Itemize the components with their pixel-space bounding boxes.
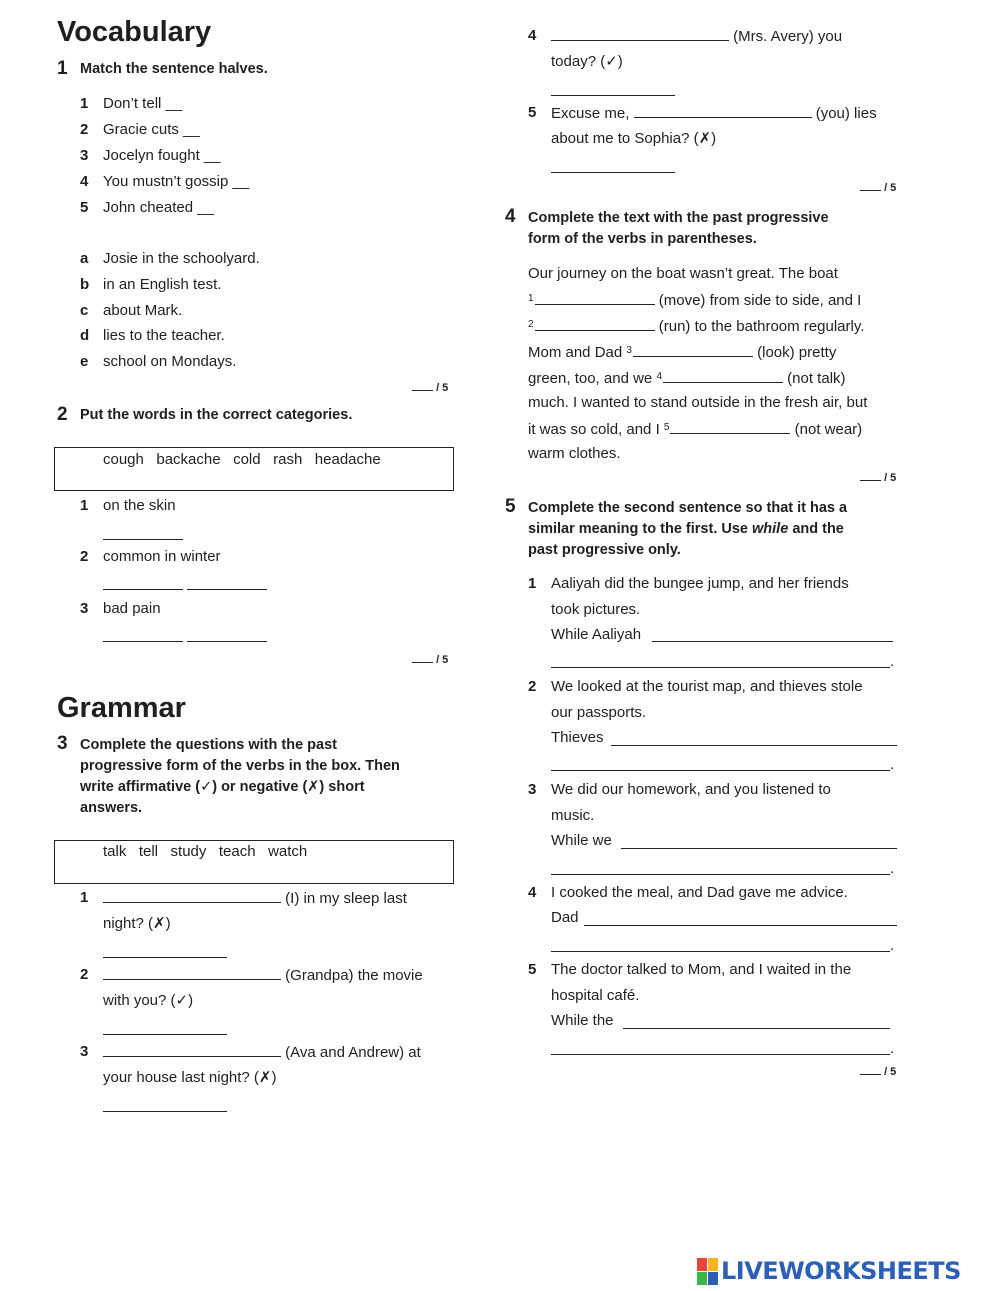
- item-number: 4: [528, 884, 537, 901]
- match-option: Josie in the schoolyard.: [103, 250, 260, 267]
- short-answer-blank[interactable]: [103, 1111, 227, 1112]
- answer-blank[interactable]: [103, 966, 281, 980]
- match-item[interactable]: John cheated __: [103, 199, 214, 216]
- word-box-words: cough backache cold rash headache: [103, 451, 381, 468]
- end-dot: .: [890, 756, 895, 773]
- sentence-start: While we: [551, 832, 612, 849]
- sentence-line: took pictures.: [551, 601, 641, 618]
- item-number: 5: [528, 104, 537, 121]
- end-dot: .: [890, 653, 895, 670]
- rewrite-blank[interactable]: [551, 951, 890, 952]
- sentence-start: While Aaliyah: [551, 626, 642, 643]
- word-box: [54, 840, 454, 884]
- end-dot: .: [890, 1040, 895, 1057]
- item-number: 4: [80, 173, 89, 190]
- item-number: 1: [80, 889, 89, 906]
- answer-blank[interactable]: [551, 27, 729, 41]
- match-item[interactable]: Jocelyn fought __: [103, 147, 221, 164]
- item-number: 3: [528, 781, 537, 798]
- item-number: 3: [80, 600, 89, 617]
- sentence-start: Thieves: [551, 729, 604, 746]
- item-number: 2: [80, 548, 89, 565]
- sentence-line: We did our homework, and you listened to: [551, 781, 831, 798]
- section-title-grammar: Grammar: [57, 692, 186, 724]
- exercise-instruction: Complete the second sentence so that it has a similar meaning to the first. Use while and the past progressive only.: [528, 500, 848, 558]
- score-box: / 5: [860, 180, 896, 194]
- logo-blocks-icon: [697, 1258, 718, 1285]
- match-item[interactable]: Don’t tell __: [103, 95, 183, 112]
- question-line: (Grandpa) the movie: [103, 966, 423, 985]
- score-box: / 5: [860, 1064, 896, 1078]
- item-number: 4: [528, 27, 537, 44]
- gap-blank[interactable]: [670, 420, 790, 434]
- exercise-instruction: Put the words in the correct categories.: [80, 407, 353, 423]
- category-label: bad pain: [103, 600, 161, 617]
- exercise-number: 2: [57, 404, 68, 425]
- section-title-vocabulary: Vocabulary: [57, 16, 212, 48]
- option-letter: a: [80, 250, 89, 267]
- exercise-number: 3: [57, 733, 68, 754]
- sentence-start: Dad: [551, 909, 579, 926]
- item-number: 2: [80, 121, 89, 138]
- sentence-start: While the: [551, 1012, 614, 1029]
- gap-blank[interactable]: [633, 343, 753, 357]
- question-line: night? (✗): [103, 915, 171, 932]
- word-box-words: talk tell study teach watch: [103, 843, 308, 860]
- category-label: common in winter: [103, 548, 221, 565]
- question-line: (Mrs. Avery) you: [551, 27, 842, 46]
- rewrite-blank[interactable]: [551, 1054, 890, 1055]
- match-option: school on Mondays.: [103, 353, 237, 370]
- option-letter: c: [80, 302, 89, 319]
- item-number: 1: [80, 95, 89, 112]
- word-box: [54, 447, 454, 491]
- item-number: 5: [528, 961, 537, 978]
- rewrite-blank[interactable]: [652, 641, 893, 642]
- short-answer-blank[interactable]: [103, 957, 227, 958]
- score-box: / 5: [412, 380, 448, 394]
- answer-blank[interactable]: [103, 641, 183, 642]
- sentence-line: The doctor talked to Mom, and I waited in the: [551, 961, 852, 978]
- answer-blank[interactable]: [634, 104, 812, 118]
- exercise-number: 4: [505, 206, 516, 227]
- exercise-instruction: Complete the questions with the past progressive form of the verbs in the box. Then write affirmative (✓) or negative (✗) short answers.: [80, 737, 400, 816]
- item-number: 2: [528, 678, 537, 695]
- option-letter: e: [80, 353, 89, 370]
- sentence-line: hospital café.: [551, 987, 640, 1004]
- rewrite-blank[interactable]: [621, 848, 897, 849]
- answer-blank[interactable]: [103, 589, 183, 590]
- item-number: 2: [80, 966, 89, 983]
- question-line: Excuse me, (you) lies: [551, 105, 877, 122]
- short-answer-blank[interactable]: [551, 95, 675, 96]
- short-answer-blank[interactable]: [103, 1034, 227, 1035]
- match-item[interactable]: Gracie cuts __: [103, 121, 200, 138]
- match-item[interactable]: You mustn’t gossip __: [103, 173, 250, 190]
- match-option: about Mark.: [103, 302, 183, 319]
- short-answer-blank[interactable]: [551, 172, 675, 173]
- sentence-line: our passports.: [551, 704, 647, 721]
- match-option: lies to the teacher.: [103, 327, 225, 344]
- rewrite-blank[interactable]: [584, 925, 897, 926]
- item-number: 1: [528, 575, 537, 592]
- item-number: 3: [80, 1043, 89, 1060]
- question-line: (Ava and Andrew) at: [103, 1043, 421, 1062]
- logo-text: LIVEWORKSHEETS: [721, 1257, 961, 1285]
- answer-blank[interactable]: [103, 889, 281, 903]
- gap-blank[interactable]: [535, 291, 655, 305]
- rewrite-blank[interactable]: [551, 874, 890, 875]
- question-line: (I) in my sleep last: [103, 889, 407, 908]
- end-dot: .: [890, 860, 895, 877]
- item-number: 1: [80, 497, 89, 514]
- rewrite-blank[interactable]: [551, 770, 890, 771]
- sentence-line: music.: [551, 807, 595, 824]
- option-letter: d: [80, 327, 90, 344]
- item-number: 5: [80, 199, 89, 216]
- option-letter: b: [80, 276, 90, 293]
- exercise-number: 1: [57, 58, 68, 79]
- answer-blank[interactable]: [187, 641, 267, 642]
- sentence-line: I cooked the meal, and Dad gave me advice.: [551, 884, 848, 901]
- category-label: on the skin: [103, 497, 176, 514]
- answer-blank[interactable]: [187, 589, 267, 590]
- gap-blank[interactable]: [663, 369, 783, 383]
- rewrite-blank[interactable]: [623, 1028, 890, 1029]
- sentence-line: Aaliyah did the bungee jump, and her friends: [551, 575, 849, 592]
- end-dot: .: [890, 937, 895, 954]
- question-line: with you? (✓): [103, 992, 194, 1009]
- exercise-instruction: Complete the text with the past progressive form of the verbs in parentheses.: [528, 210, 829, 247]
- rewrite-blank[interactable]: [611, 745, 897, 746]
- question-line: your house last night? (✗): [103, 1069, 277, 1086]
- item-number: 3: [80, 147, 89, 164]
- question-line: about me to Sophia? (✗): [551, 130, 717, 147]
- match-option: in an English test.: [103, 276, 222, 293]
- score-box: / 5: [860, 470, 896, 484]
- rewrite-blank[interactable]: [551, 667, 890, 668]
- answer-blank[interactable]: [103, 1043, 281, 1057]
- sentence-line: We looked at the tourist map, and thieves stole: [551, 678, 863, 695]
- score-box: / 5: [412, 652, 448, 666]
- answer-blank[interactable]: [103, 539, 183, 540]
- gap-blank[interactable]: [535, 317, 655, 331]
- exercise-number: 5: [505, 496, 516, 517]
- question-line: today? (✓): [551, 53, 623, 70]
- liveworksheets-logo: [697, 1257, 961, 1285]
- exercise-instruction: Match the sentence halves.: [80, 61, 268, 77]
